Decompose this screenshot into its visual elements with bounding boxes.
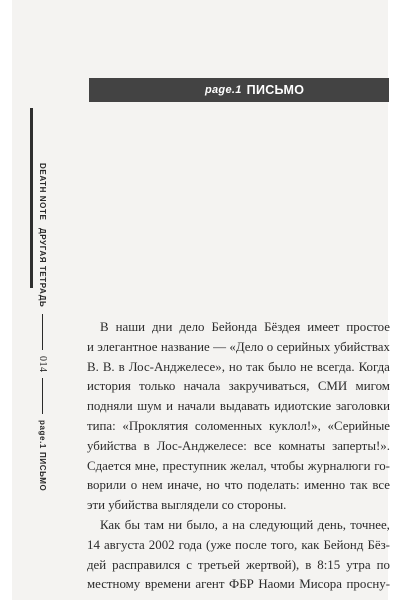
text-word: утра <box>346 557 371 572</box>
text-word: преступник <box>162 458 227 473</box>
text-word: ворили <box>87 478 127 493</box>
text-word: комнаты <box>278 438 326 453</box>
text-word: Бёз- <box>367 537 390 552</box>
text-word: убийствах <box>333 339 390 354</box>
text-word: дей <box>87 557 107 572</box>
text-word: убийства <box>87 438 137 453</box>
text-word: местному <box>87 577 141 592</box>
text-word: го- <box>374 458 390 473</box>
text-word: простое <box>346 320 390 334</box>
text-word: Бёздея <box>264 320 301 334</box>
text-word: наши <box>115 320 146 334</box>
text-word: о <box>130 478 138 493</box>
text-word: на <box>232 517 245 532</box>
text-word: времени <box>144 577 191 592</box>
text-word: Бейонд <box>323 537 364 552</box>
text-word: ФБР <box>229 577 254 592</box>
text-word: соломенных <box>194 418 263 433</box>
text-word: расправился <box>112 557 181 572</box>
body-text <box>87 318 390 595</box>
text-word: 14 <box>87 537 100 552</box>
text-line <box>87 358 390 378</box>
header-divider <box>42 314 43 350</box>
text-word: в <box>305 557 312 572</box>
text-word: мне, <box>134 458 159 473</box>
text-word: заперты!». <box>332 438 390 453</box>
chapter-banner <box>89 78 389 102</box>
text-word: после <box>235 537 267 552</box>
text-word: бы <box>124 517 140 532</box>
text-word: заголовки <box>335 399 390 414</box>
side-rule <box>30 108 33 288</box>
text-line <box>87 397 390 417</box>
text-word: начали <box>177 399 216 414</box>
text-word: закручиваться, <box>228 379 310 394</box>
side-chapter-word: page.1 <box>38 420 47 450</box>
text-word: третьей <box>197 557 240 572</box>
text-line <box>87 377 390 397</box>
text-word: агент <box>195 577 225 592</box>
text-line <box>87 575 390 595</box>
text-word: 2002 <box>148 537 175 552</box>
text-word: идиотские <box>274 399 332 414</box>
text-word: о <box>266 339 274 354</box>
chapter-title: ПИСЬМО <box>246 83 305 97</box>
text-word: как <box>301 537 320 552</box>
text-word: следующий <box>249 517 314 532</box>
text-word: Наоми <box>258 577 295 592</box>
text-word: Лос-Анджелесе: <box>156 438 247 453</box>
text-word: Сдается <box>87 458 132 473</box>
text-word: начала <box>183 379 221 394</box>
text-word: имеет <box>307 320 340 334</box>
text-word: В <box>100 320 109 334</box>
text-word: так <box>246 359 265 374</box>
book-title: ДРУГАЯ ТЕТРАДЬ <box>38 228 47 308</box>
text-word: в <box>143 438 150 453</box>
text-line <box>87 496 390 516</box>
text-word: там <box>144 517 165 532</box>
text-word: поделать: <box>247 478 300 493</box>
text-word: и <box>166 399 174 414</box>
chapter-page-word: page.1 <box>205 84 242 96</box>
text-line <box>87 318 390 338</box>
text-word: мигом <box>355 379 390 394</box>
text-word: проснy- <box>346 577 390 592</box>
text-word: подняли <box>87 399 133 414</box>
text-line <box>87 437 390 457</box>
page-number: 014 <box>37 355 48 373</box>
text-word: а <box>222 517 228 532</box>
text-word: Когда <box>358 359 390 374</box>
text-line <box>87 338 390 358</box>
text-word: СМИ <box>317 379 348 394</box>
text-line <box>87 457 390 477</box>
text-word: дни <box>152 320 173 334</box>
text-word: Лос-Анджелесе», <box>128 359 225 374</box>
text-word: но <box>228 359 243 374</box>
text-word: выдавать <box>219 399 270 414</box>
text-word: элегантное <box>97 339 158 354</box>
text-word: иначе, <box>167 478 202 493</box>
text-word: августа <box>103 537 145 552</box>
text-line <box>87 556 390 576</box>
text-line <box>87 516 390 536</box>
text-word: всегда. <box>316 359 355 374</box>
text-word: года <box>178 537 202 552</box>
text-word: серийных <box>276 339 331 354</box>
text-word: В. <box>102 359 115 374</box>
text-word: история <box>87 379 131 394</box>
text-word: чтобы <box>270 458 304 473</box>
text-word: «Дело <box>229 339 264 354</box>
text-word: жертвой), <box>245 557 300 572</box>
text-word: название <box>160 339 210 354</box>
text-word: шум <box>137 399 162 414</box>
text-word: того, <box>270 537 298 552</box>
side-chapter-title: ПИСЬМО <box>38 452 47 492</box>
text-word: куклол!», <box>268 418 321 433</box>
text-word: все <box>253 438 272 453</box>
text-word: желал, <box>230 458 267 473</box>
text-word: Мисора <box>299 577 342 592</box>
text-word: дело <box>179 320 205 334</box>
text-word: именно <box>304 478 346 493</box>
text-word: журналюги <box>307 458 371 473</box>
text-line <box>87 476 390 496</box>
text-word: не <box>300 359 313 374</box>
text-word: с <box>186 557 192 572</box>
text-word: точнее, <box>350 517 390 532</box>
text-word: эти убийства выглядели со стороны. <box>87 498 287 513</box>
text-word: нем <box>141 478 163 493</box>
text-word: В. <box>87 359 99 374</box>
series-title: DEATH NOTE <box>38 163 47 221</box>
text-word: — <box>213 339 227 354</box>
running-header <box>37 163 48 492</box>
text-line <box>87 536 390 556</box>
text-line <box>87 417 390 437</box>
text-word: так <box>349 478 368 493</box>
text-word: ни <box>168 517 183 532</box>
text-word: было, <box>186 517 218 532</box>
text-word: «Серийные <box>327 418 390 433</box>
text-word: и <box>87 339 94 354</box>
text-word: в <box>118 359 125 374</box>
text-word: «Проклятия <box>122 418 189 433</box>
text-word: Как <box>100 517 121 532</box>
text-word: было <box>268 359 297 374</box>
text-word: 8:15 <box>317 557 341 572</box>
text-word: но <box>206 478 220 493</box>
text-word: все <box>372 478 390 493</box>
text-word: только <box>139 379 176 394</box>
text-word: типа: <box>87 418 116 433</box>
book-page <box>12 0 388 600</box>
text-word: Бейонда <box>211 320 258 334</box>
text-word: день, <box>317 517 346 532</box>
text-word: по <box>376 557 390 572</box>
text-word: что <box>224 478 243 493</box>
text-word: (уже <box>206 537 232 552</box>
header-divider <box>42 378 43 414</box>
